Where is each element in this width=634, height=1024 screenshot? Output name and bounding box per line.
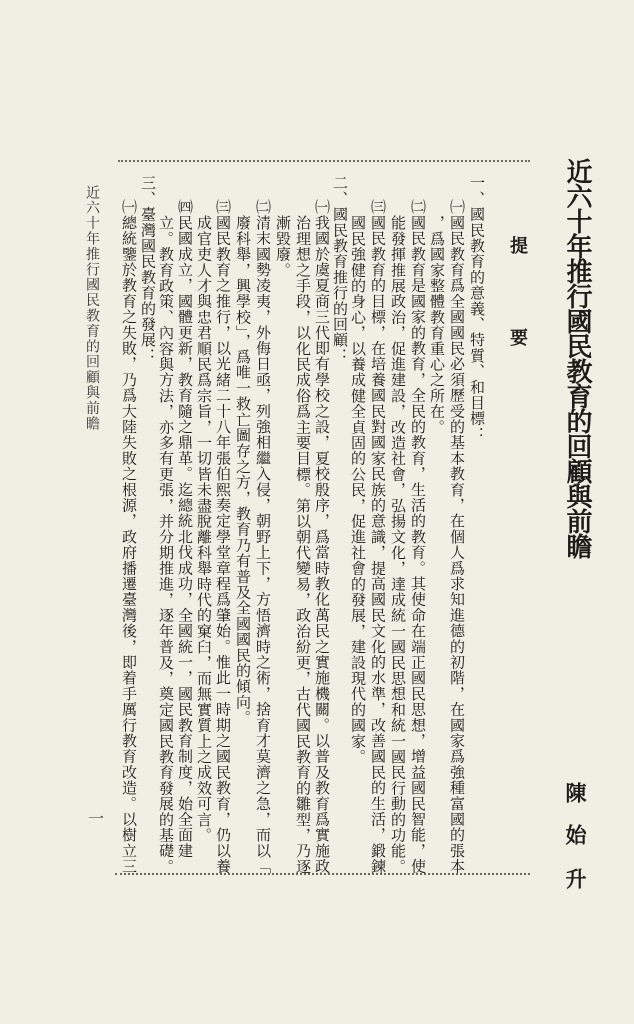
article-title: 近六十年推行國民教育的回顧與前瞻 (562, 158, 592, 558)
section-heading-3: 三、臺灣國民教育的發展： (139, 175, 157, 364)
top-dotted-rule (118, 160, 530, 162)
text-column: 成官吏人才與忠君順民爲宗旨，一切皆未盡脫離科舉時代的窠臼，而無實質上之成效可言。 (195, 215, 213, 843)
text-column: 國民強健的身心，以養成健全貞固的公民，促進社會的發展，建設現代的國家。 (349, 215, 367, 765)
text-column: 立。教育政策、內容與方法，亦多有更張，并分期推進，逐年普及，奠定國民教育發展的基礎。 (157, 215, 175, 875)
abstract-label-1: 提 (507, 236, 528, 254)
text-column: ，爲國家整體教育重心之所在。 (428, 215, 446, 435)
text-column: 治理想之手段，以化民成俗爲主要目標。第以朝代變易，政治紛更，古代國民教育的雛型，乃逐 (294, 215, 312, 875)
text-column: ㈠總統鑒於教育之失敗，乃爲大陸失敗之根源，政府播遷臺灣後，即着手厲行教育改造。以樹立三 (120, 199, 138, 875)
author-name-1: 陳 (563, 782, 588, 803)
author-name-2: 始 (563, 824, 588, 845)
page-number: 一 (88, 809, 105, 828)
text-column: ㈢國民教育的目標，在培養國民對國家民族的意識，提高國民文化的水準，改善國民的生活，鍛鍊 (369, 199, 387, 875)
text-column: ㈠我國於虞夏商三代即有學校之設，夏校殷序，爲當時教化萬民之實施機關。以普及教育爲實施政 (313, 199, 331, 875)
text-column: 廢科舉，興學校」，爲唯一救亡圖存之方，教育乃有普及全國國民的傾向。 (234, 215, 252, 726)
running-head: 近六十年推行國民教育的回顧與前瞻 (84, 185, 100, 432)
abstract-label-2: 要 (507, 328, 528, 346)
text-column: ㈣民國成立，國體更新，教育隨之鼎革。迄總統北伐成功，全國統一，國民教育制度，始全面建 (176, 199, 194, 859)
section-heading-2: 二、國民教育推行的回顧： (331, 175, 349, 364)
text-column: ㈠國民教育爲全國國民必須歷受的基本教育，在個人爲求知進德的初階，在國家爲強種富國的張本 (448, 199, 466, 875)
text-column: 漸毀廢。 (274, 215, 292, 278)
section-heading-1: 一、國民教育的意義、特質、和目標： (468, 175, 486, 442)
text-column: ㈢國民教育之推行，以光緒二十八年張伯熙奏定學堂章程爲肇始。惟此一時期之國民教育，仍以養 (214, 199, 232, 875)
author-name-3: 升 (563, 868, 588, 889)
text-column: ㈡清末國勢凌夷，外侮日亟，列強相繼入侵，朝野上下，方悟濟時之術，捨育才莫濟之急，而以「 (254, 199, 272, 875)
text-column: ㈡國民教育是國家的教育，全民的教育，生活的教育。其使命在端正國民思想，增益國民智能，使 (409, 199, 427, 875)
text-column: 能發揮推展政治，促進建設，改造社會，弘揚文化，達成統一國民思想和統一國民行動的功能。 (389, 215, 407, 875)
